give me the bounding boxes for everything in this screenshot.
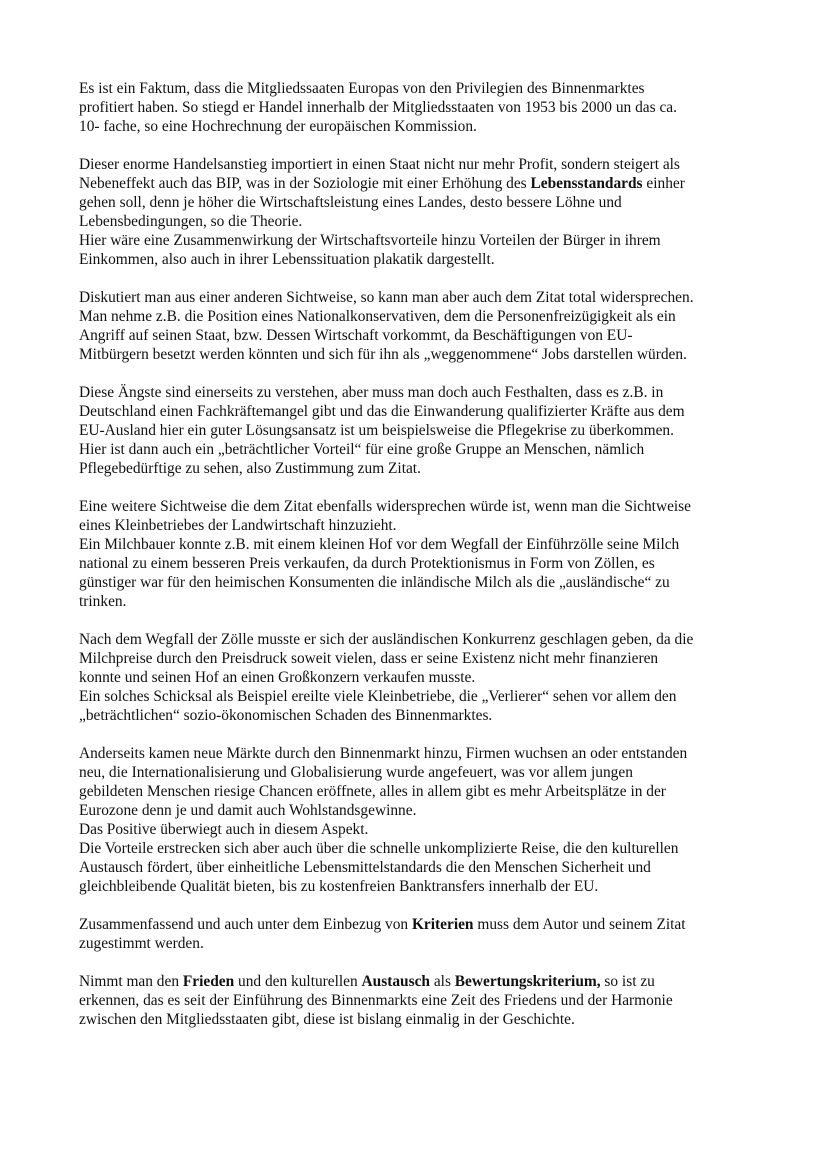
text-line	[79, 383, 759, 402]
text-line	[79, 630, 759, 649]
text-run: Nimmt man den	[79, 973, 183, 990]
bold-term: Lebensstandards	[530, 175, 643, 192]
text-run: Das Positive überwiegt auch in diesem Aspekt.	[79, 821, 369, 838]
text-run: Ein solches Schicksal als Beispiel ereilte viele Kleinbetriebe, die „Verlierer“ sehen vor allem den	[79, 688, 677, 705]
text-run: einher	[642, 175, 685, 192]
text-run: Einkommen, also auch in ihrer Lebenssituation plakatik dargestellt.	[79, 251, 495, 268]
text-run: trinken.	[79, 593, 127, 610]
text-line	[79, 763, 759, 782]
paragraph	[79, 79, 759, 136]
text-run: muss dem Autor und seinem Zitat	[473, 916, 686, 933]
text-run: Nebeneffekt auch das BIP, was in der Soziologie mit einer Erhöhung des	[79, 175, 531, 192]
paragraph	[79, 231, 759, 269]
text-run: Pflegebedürftige zu sehen, also Zustimmung zum Zitat.	[79, 460, 421, 477]
text-run: national zu einem besseren Preis verkaufen, da durch Protektionismus in Form von Zöllen, es	[79, 555, 655, 572]
text-run: Hier ist dann auch ein „beträchtlicher Vorteil“ für eine große Gruppe an Menschen, nämlich	[79, 441, 645, 458]
text-line	[79, 98, 759, 117]
document-page	[79, 79, 759, 1048]
text-run: profitiert haben. So stiegd er Handel innerhalb der Mitgliedsstaaten von 1953 bis 2000 un das ca.	[79, 99, 677, 116]
text-run: konnte und seinen Hof an einen Großkonzern verkaufen musste.	[79, 669, 476, 686]
text-line	[79, 668, 759, 687]
text-line	[79, 744, 759, 763]
text-run: gleichbleibende Qualität bieten, bis zu kostenfreien Banktransfers innerhalb der EU.	[79, 878, 599, 895]
text-run: Dieser enorme Handelsanstieg importiert in einen Staat nicht nur mehr Profit, sondern steigert als	[79, 156, 680, 173]
text-line	[79, 573, 759, 592]
text-line	[79, 554, 759, 573]
text-run: Zusammenfassend und auch unter dem Einbezug von	[79, 916, 412, 933]
text-run: Die Vorteile erstrecken sich aber auch über die schnelle unkomplizierte Reise, die den kulturellen	[79, 840, 679, 857]
text-run: Lebensbedingungen, so die Theorie.	[79, 213, 303, 230]
text-line	[79, 79, 759, 98]
text-line	[79, 839, 759, 858]
paragraph	[79, 630, 759, 687]
bold-term: Frieden	[182, 973, 235, 990]
text-run: Hier wäre eine Zusammenwirkung der Wirtschaftsvorteile hinzu Vorteilen der Bürger in ihrem	[79, 232, 661, 249]
text-run: und den kulturellen	[234, 973, 362, 990]
text-run: so ist zu	[600, 973, 655, 990]
text-line	[79, 801, 759, 820]
text-run: Mitbürgern besetzt werden könnten und sich für ihn als „weggenommene“ Jobs darstellen würden.	[79, 346, 687, 363]
text-line	[79, 212, 759, 231]
text-line	[79, 117, 759, 136]
text-line	[79, 820, 759, 839]
text-run: Anderseits kamen neue Märkte durch den Binnenmarkt hinzu, Firmen wuchsen an oder entstanden	[79, 745, 688, 762]
text-run: Deutschland einen Fachkräftemangel gibt und das die Einwanderung qualifizierter Kräfte aus dem	[79, 403, 685, 420]
text-line	[79, 402, 759, 421]
text-run: gehen soll, denn je höher die Wirtschaftsleistung eines Landes, desto bessere Löhne und	[79, 194, 622, 211]
text-run: als	[429, 973, 455, 990]
text-line	[79, 174, 759, 193]
text-run: Milchpreise durch den Preisdruck soweit vielen, dass er seine Existenz nicht mehr finanzieren	[79, 650, 659, 667]
text-run: Diese Ängste sind einerseits zu verstehen, aber muss man doch auch Festhalten, dass es z.B. in	[79, 384, 664, 401]
text-line	[79, 497, 759, 516]
text-line	[79, 459, 759, 478]
text-run: neu, die Internationalisierung und Globalisierung wurde angefeuert, was vor allem jungen	[79, 764, 633, 781]
paragraph	[79, 687, 759, 725]
text-line	[79, 877, 759, 896]
text-line	[79, 535, 759, 554]
text-line	[79, 231, 759, 250]
text-line	[79, 516, 759, 535]
text-line	[79, 915, 759, 934]
text-line	[79, 934, 759, 953]
bold-term: Kriterien	[411, 916, 474, 933]
text-run: EU-Ausland hier ein guter Lösungsansatz ist um beispielsweise die Pflegekrise zu überkommen.	[79, 422, 674, 439]
paragraph	[79, 497, 759, 535]
text-run: Es ist ein Faktum, dass die Mitgliedssaaten Europas von den Privilegien des Binnenmarktes	[79, 80, 645, 97]
text-run: Eurozone denn je und damit auch Wohlstandsgewinne.	[79, 802, 417, 819]
text-line	[79, 649, 759, 668]
paragraph	[79, 744, 759, 820]
paragraph	[79, 820, 759, 839]
text-run: „beträchtlichen“ sozio-ökonomischen Schaden des Binnenmarktes.	[79, 707, 493, 724]
text-run: gebildeten Menschen riesige Chancen eröffnete, alles in allem gibt es mehr Arbeitsplätze in der	[79, 783, 666, 800]
text-line	[79, 307, 759, 326]
text-run: erkennen, das es seit der Einführung des Binnenmarkts eine Zeit des Friedens und der Harmonie	[79, 992, 673, 1009]
text-run: 10- fache, so eine Hochrechnung der europäischen Kommission.	[79, 118, 477, 135]
text-line	[79, 706, 759, 725]
paragraph	[79, 535, 759, 611]
text-line	[79, 326, 759, 345]
text-run: günstiger war für den heimischen Konsumenten die inländische Milch als die „ausländische“ zu	[79, 574, 670, 591]
text-run: Ein Milchbauer konnte z.B. mit einem kleinen Hof vor dem Wegfall der Einführzölle seine Milch	[79, 536, 680, 553]
text-line	[79, 193, 759, 212]
text-line	[79, 592, 759, 611]
paragraph	[79, 839, 759, 896]
text-line	[79, 440, 759, 459]
paragraph	[79, 288, 759, 364]
text-run: Eine weitere Sichtweise die dem Zitat ebenfalls widersprechen würde ist, wenn man die Sichtweise	[79, 498, 692, 515]
text-run: Diskutiert man aus einer anderen Sichtweise, so kann man aber auch dem Zitat total widersprechen.	[79, 289, 694, 306]
text-run: eines Kleinbetriebes der Landwirtschaft hinzuzieht.	[79, 517, 397, 534]
paragraph	[79, 972, 759, 1029]
text-run: zwischen den Mitgliedsstaaten gibt, diese ist bislang einmalig in der Geschichte.	[79, 1011, 575, 1028]
text-line	[79, 250, 759, 269]
text-line	[79, 1010, 759, 1029]
text-line	[79, 687, 759, 706]
text-run: Nach dem Wegfall der Zölle musste er sich der ausländischen Konkurrenz geschlagen geben, da die	[79, 631, 694, 648]
text-run: Man nehme z.B. die Position eines Nationalkonservativen, dem die Personenfreizügigkeit als ein	[79, 308, 676, 325]
paragraph	[79, 155, 759, 231]
paragraph	[79, 383, 759, 478]
text-line	[79, 858, 759, 877]
text-line	[79, 288, 759, 307]
text-line	[79, 991, 759, 1010]
text-line	[79, 972, 759, 991]
bold-term: Austausch	[361, 973, 430, 990]
text-line	[79, 345, 759, 364]
bold-term: Bewertungskriterium,	[454, 973, 601, 990]
text-line	[79, 155, 759, 174]
text-run: Angriff auf seinen Staat, bzw. Dessen Wirtschaft vorkommt, da Beschäftigungen von EU-	[79, 327, 633, 344]
text-line	[79, 421, 759, 440]
text-line	[79, 782, 759, 801]
paragraph	[79, 915, 759, 953]
text-run: Austausch fördert, über einheitliche Lebensmittelstandards die den Menschen Sicherheit und	[79, 859, 651, 876]
text-run: zugestimmt werden.	[79, 935, 204, 952]
